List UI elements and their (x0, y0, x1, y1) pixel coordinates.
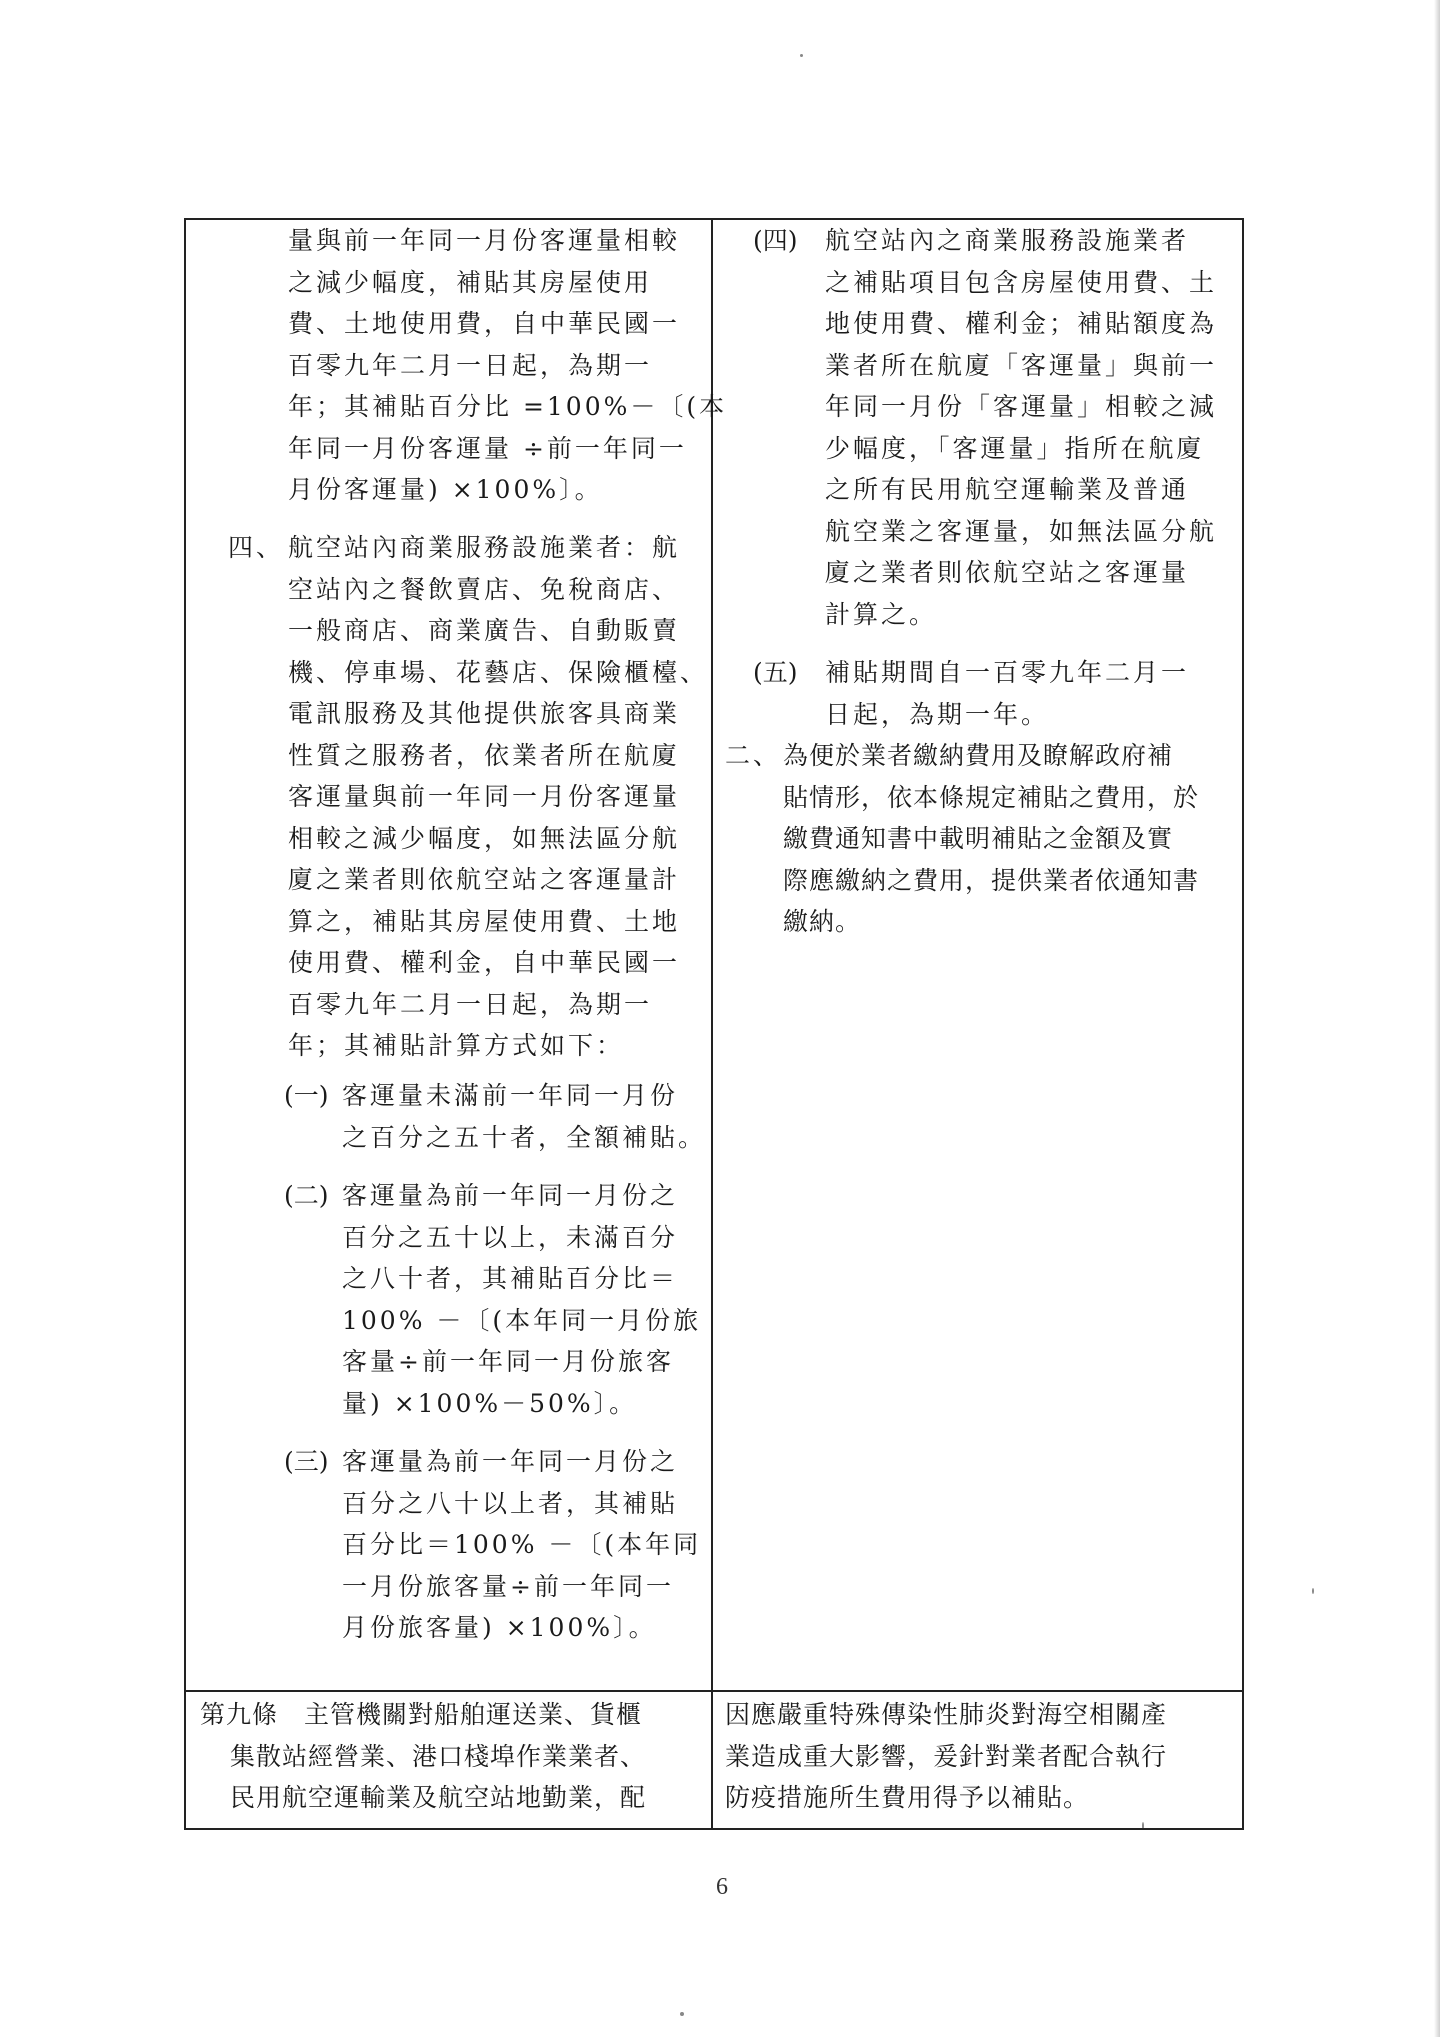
text-line: 之八十者，其補貼百分比＝ (342, 1264, 679, 1293)
text-line: 民用航空運輸業及航空站地勤業，配 (230, 1783, 647, 1812)
right-column-cell (712, 219, 1243, 1691)
text-line: 日起，為期一年。 (825, 700, 1050, 729)
subitem-marker: (三) (284, 1447, 329, 1476)
text-line: 之減少幅度，補貼其房屋使用 (288, 268, 653, 297)
text-line: 航空站內之商業服務設施業者 (825, 226, 1190, 255)
text-line: 月份客運量) ×100%〕。 (288, 475, 603, 504)
text-line: 地使用費、權利金；補貼額度為 (825, 309, 1218, 338)
table-row-main (185, 219, 1243, 1691)
text-line: 年同一月份「客運量」相較之減 (825, 392, 1218, 421)
text-line: 百零九年二月一日起，為期一 (288, 351, 653, 380)
scan-speck (800, 54, 803, 57)
item-marker: 二、 (725, 741, 782, 770)
text-line: 航空站內商業服務設施業者：航 (288, 533, 681, 562)
article9-left-content (186, 1692, 711, 1828)
text-line: 貼情形，依本條規定補貼之費用，於 (783, 783, 1200, 812)
table-row-article-9 (185, 1691, 1243, 1829)
text-line: 客運量未滿前一年同一月份 (342, 1081, 679, 1110)
right-column-content (713, 220, 1242, 1690)
text-line: 之所有民用航空運輸業及普通 (825, 475, 1190, 504)
text-line: 之百分之五十者，全額補貼。 (342, 1123, 707, 1152)
left-column-content (186, 220, 728, 1690)
text-line: 算之，補貼其房屋使用費、土地 (288, 907, 681, 936)
text-line: 相較之減少幅度，如無法區分航 (288, 824, 681, 853)
text-line: 量與前一年同一月份客運量相較 (288, 226, 681, 255)
item-marker: 四、 (228, 533, 285, 562)
text-line: 客運量為前一年同一月份之 (342, 1181, 679, 1210)
text-line: 廈之業者則依航空站之客運量 (825, 558, 1190, 587)
text-line: 費、土地使用費，自中華民國一 (288, 309, 681, 338)
text-line: 客運量與前一年同一月份客運量 (288, 782, 681, 811)
text-line: 繳費通知書中載明補貼之金額及實 (783, 824, 1174, 853)
text-line: 量) ×100%－50%〕。 (342, 1389, 638, 1418)
text-line: 百零九年二月一日起，為期一 (288, 990, 653, 1019)
text-line: 防疫措施所生費用得予以補貼。 (725, 1783, 1090, 1812)
text-line: 集散站經營業、港口棧埠作業業者、 (230, 1742, 647, 1771)
subitem-marker: (五) (753, 658, 798, 687)
article9-left-cell (185, 1691, 712, 1829)
text-line: 使用費、權利金，自中華民國一 (288, 948, 681, 977)
scan-speck (1312, 1588, 1314, 1594)
text-line: 客量÷前一年同一月份旅客 (342, 1347, 674, 1376)
article9-right-content (713, 1692, 1242, 1828)
text-line: 年同一月份客運量 ÷前一年同一 (288, 434, 687, 463)
subitem-marker: (一) (284, 1081, 329, 1110)
text-line: 業者所在航廈「客運量」與前一 (825, 351, 1218, 380)
text-line: 因應嚴重特殊傳染性肺炎對海空相關產 (725, 1700, 1168, 1729)
subitem-marker: (四) (753, 226, 798, 255)
left-column-cell (185, 219, 728, 1691)
text-line: 少幅度，「客運量」指所在航廈 (825, 434, 1205, 463)
text-line: 繳納。 (783, 907, 862, 936)
text-line: 年；其補貼計算方式如下： (288, 1031, 625, 1060)
text-line: 之補貼項目包含房屋使用費、土 (825, 268, 1218, 297)
article9-heading-line: 第九條 主管機關對船舶運送業、貨櫃 (200, 1700, 643, 1729)
text-line: 機、停車場、花藝店、保險櫃檯、 (288, 658, 709, 687)
text-line: 百分比＝100% －〔(本年同 (342, 1530, 702, 1559)
text-line: 百分之五十以上，未滿百分 (342, 1223, 679, 1252)
text-line: 廈之業者則依航空站之客運量計 (288, 865, 681, 894)
text-line: 航空業之客運量，如無法區分航 (825, 517, 1218, 546)
text-line: 性質之服務者，依業者所在航廈 (288, 741, 681, 770)
text-line: 百分之八十以上者，其補貼 (342, 1489, 679, 1518)
comparison-table (184, 218, 1244, 1830)
article9-right-cell (712, 1691, 1243, 1829)
text-line: 計算之。 (825, 600, 938, 629)
scan-speck (680, 2012, 684, 2016)
text-line: 業造成重大影響，爰針對業者配合執行 (725, 1742, 1168, 1771)
text-line: 際應繳納之費用，提供業者依通知書 (783, 866, 1200, 895)
scan-page-edge (1434, 0, 1440, 2037)
text-line: 空站內之餐飲賣店、免稅商店、 (288, 575, 681, 604)
text-line: 一般商店、商業廣告、自動販賣 (288, 616, 681, 645)
text-line: 月份旅客量) ×100%〕。 (342, 1613, 657, 1642)
text-line: 一月份旅客量÷前一年同一 (342, 1572, 674, 1601)
text-line: 為便於業者繳納費用及瞭解政府補 (783, 741, 1174, 770)
text-line: 補貼期間自一百零九年二月一 (825, 658, 1190, 687)
text-line: 電訊服務及其他提供旅客具商業 (288, 699, 681, 728)
text-line: 客運量為前一年同一月份之 (342, 1447, 679, 1476)
subitem-marker: (二) (284, 1181, 329, 1210)
text-line: 年；其補貼百分比 =100%－〔(本 (288, 392, 728, 421)
text-line: 100% －〔(本年同一月份旅 (342, 1306, 702, 1335)
page-number: 6 (716, 1874, 728, 1900)
